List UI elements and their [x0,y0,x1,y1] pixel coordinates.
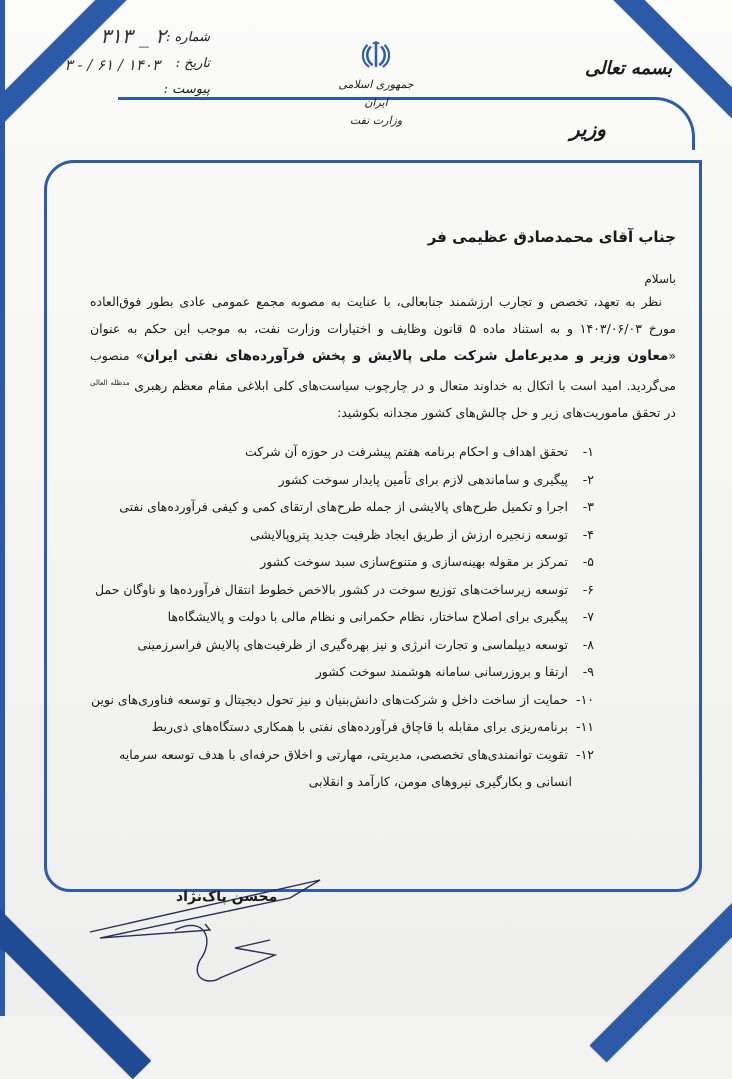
appointed-position: معاون وزیر و مدیرعامل شرکت ملی پالایش و پخش فرآورده‌های نفتی ایران [143,348,669,364]
office-title: وزیر [570,117,606,141]
list-item: ۹- ارتقا و بروزرسانی سامانه هوشمند سوخت کشور [315,664,594,680]
meta-date [30,56,210,82]
list-item: ۶- توسعه زیرساخت‌های توزیع سوخت در کشور بالاخص خطوط انتقال فرآورده‌ها و ناوگان حمل [95,581,594,597]
number-value: ۲ _ ۳۱۳ [100,24,166,48]
ministry-emblem-block [326,38,426,130]
meta-attachment [30,82,210,108]
folder-edge [0,0,5,1016]
paragraph-part2: » منصوب می‌گردید. امید است با اتکال به خداوند متعال و در چارچوب سیاست‌های کلی ابلاغی مقام معظم رهبری [90,348,676,394]
greeting: باسلام [644,272,676,286]
list-item: ۱۰- حمایت از ساخت داخل و شرکت‌های دانش‌بنیان و نیز تحول دیجیتال و توسعه فناوری‌های نوین [91,691,594,707]
honorific: مدظله العالی [90,379,130,387]
ministry-name: وزارت نفت [349,114,403,127]
letter-meta [30,24,210,108]
letter-body [90,228,686,796]
signatory-name: محسن پاک‌نژاد [176,889,278,905]
iran-emblem-icon [359,38,393,72]
list-item: ۸- توسعه دیپلماسی و تجارت انرژی و نیز بهره‌گیری از ظرفیت‌های پالایش فراسرزمینی [137,636,594,652]
date-label: تاریخ : [175,56,210,71]
appointment-paragraph [90,288,676,426]
number-label: شماره : [166,30,210,45]
list-item: ۱- تحقق اهداف و احکام برنامه هفتم پیشرفت در حوزه آن شرکت [245,444,594,460]
invocation-text: بسمه تعالی [584,58,672,79]
date-value: ۱۴۰۳ / ۶۱ / - ۳ [64,56,160,74]
recipient: جناب آقای محمدصادق عظیمی فر [427,228,676,246]
attachment-label: پیوست : [163,82,210,97]
paragraph-part1: نظر به تعهد، تخصص و تجارب ارزشمند جنابعالی، با عنایت به مصوبه مجمع عمومی عادی بطور فوق‌العاده مورخ ۱۴۰۳/۰۶/۰۳ و به استناد ماده ۵ قانون وظایف و اختیارات وزارت نفت، به موجب این حکم به عنوان « [90,294,676,363]
list-item: ۴- توسعه زنجیره ارزش از طریق ایجاد ظرفیت جدید پتروپالایشی [249,526,594,542]
list-item: ۱۱- برنامه‌ریزی برای مقابله با قاچاق فرآورده‌های نفتی با همکاری دستگاه‌های ذی‌ربط [151,719,594,735]
list-item: ۵- تمرکز بر مقوله بهینه‌سازی و متنوع‌سازی سبد سوخت کشور [260,554,594,570]
list-item: ۷- پیگیری برای اصلاح ساختار، نظام حکمرانی و نظام مالی با دولت و پالایشگاه‌ها [167,609,594,625]
list-item: ۱۲- تقویت توانمندی‌های تخصصی، مدیریتی، مهارتی و اخلاق حرفه‌ای با هدف توسعه سرمایه [119,746,594,762]
handwritten-signature-icon [60,860,360,990]
list-item: ۳- اجرا و تکمیل طرح‌های پالایشی از جمله طرح‌های ارتقای کمی و کیفی فرآورده‌های نفتی [119,499,594,515]
invocation [585,58,672,79]
country-name: جمهوری اسلامی ایران [338,78,414,109]
mission-list [90,438,594,796]
meta-number [30,24,210,56]
list-item-continuation: انسانی و بکارگیری نیروهای مومن، کارآمد و انقلابی [308,774,572,790]
list-item: ۲- پیگیری و ساماندهی لازم برای تأمین پایدار سوخت کشور [278,471,594,487]
paragraph-part3: در تحقق ماموریت‌های زیر و حل چالش‌های کشور مجدانه بکوشید: [337,405,676,421]
